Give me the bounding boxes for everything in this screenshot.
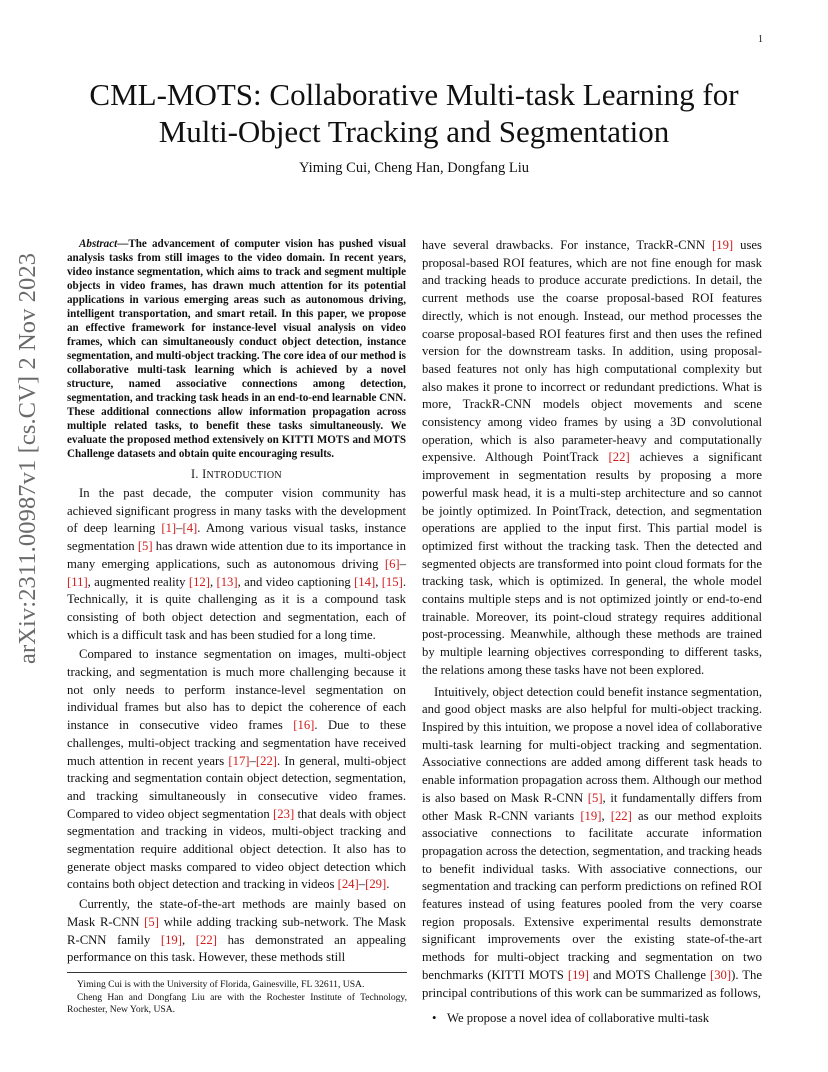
- citation-link[interactable]: [30]: [709, 967, 732, 982]
- citation-link[interactable]: [17]: [228, 753, 250, 768]
- intro-paragraph-1: In the past decade, the computer vision community has achieved significant progress in many tasks with the development of deep learning [1]–[4]. Among various visual tasks, instance segmentation [5] has drawn wide attention due to its importance in many emerging applications, such as autonomous driving [6]–[11], augmented reality [12], [13], and video captioning [14], [15]. Technically, it is quite challenging as it is a compound task consisting of both object detection and segmentation, each of which is a difficult task and has been studied for a long time.: [67, 486, 407, 642]
- citation-link[interactable]: [15]: [381, 574, 403, 589]
- bullet-text: We propose a novel idea of collaborative multi-task: [447, 1011, 710, 1026]
- page-number: 1: [758, 34, 763, 45]
- citation-link[interactable]: [22]: [608, 450, 630, 465]
- citation-link[interactable]: [19]: [580, 808, 602, 823]
- right-column: [422, 237, 762, 1028]
- citation-link[interactable]: [12]: [188, 574, 210, 589]
- footnote-affiliation-1: Yiming Cui is with the University of Florida, Gainesville, FL 32611, USA.: [77, 979, 365, 990]
- citation-link[interactable]: [23]: [273, 806, 295, 821]
- citation-link[interactable]: [13]: [216, 574, 238, 589]
- citation-link[interactable]: [1]: [161, 521, 177, 536]
- contribution-bullet: [422, 1010, 762, 1028]
- footnotes: [67, 972, 407, 1017]
- abstract-text: —The advancement of computer vision has pushed visual analysis tasks from still images to the video domain. In recent years, video instance segmentation, which aims to track and segment multiple objects in video frames, has drawn much attention for its potential applications in various emerging areas such as autonomous driving, intelligent transportation, and smart retail. In this paper, we propose an effective framework for instance-level visual analysis on video frames, which can simultaneously conduct object detection, instance segmentation, and multi-object tracking. The core idea of our method is collaborative multi-task learning which is achieved by a novel structure, named associative connections among detection, segmentation, and tracking task heads in an end-to-end learnable CNN. These additional connections allow information propagation across multiple related tasks, to benefit these tasks simultaneously. We evaluate the proposed method extensively on KITTI MOTS and MOTS Challenge datasets and obtain quite encouraging results.: [67, 238, 406, 460]
- intro-paragraph-5: Intuitively, object detection could benefit instance segmentation, and good object masks are also helpful for multi-object tracking. Inspired by this intuition, we propose a novel idea of collaborative multi-task learning for multi-object tracking and segmentation. Associative connections are added among different task heads to enable information propagation across them. Although our method is also based on Mask R-CNN [5], it fundamentally differs from other Mask R-CNN variants [19], [22] as our method exploits associative connections to facilitate accurate information propagation across the detection, segmentation, and tracking heads to benefit individual tasks. With associative connections, our segmentation and tracking can perform predictions on refined ROI features instead of using features pooled from the very coarse region proposals. Extensive experimental results demonstrate significant improvements over the existing state-of-the-art methods for multi-object tracking and segmentation on two benchmarks (KITTI MOTS [19] and MOTS Challenge [30]). The principal contributions of this work can be summarized as follows,: [422, 684, 762, 1000]
- paper-title: [0, 76, 828, 150]
- footnote-affiliation-2: Cheng Han and Dongfang Liu are with the Rochester Institute of Technology, Rochester, New York, USA.: [67, 991, 407, 1015]
- intro-paragraph-3: Currently, the state-of-the-art methods are mainly based on Mask R-CNN [5] while adding tracking sub-network. The Mask R-CNN family [19], [22] has demonstrated an appealing performance on this task. However, these methods still: [67, 897, 407, 965]
- citation-link[interactable]: [29]: [365, 877, 387, 892]
- citation-link[interactable]: [16]: [293, 718, 315, 733]
- arxiv-identifier: arXiv:2311.00987v1 [cs.CV] 2 Nov 2023: [14, 252, 41, 664]
- citation-link[interactable]: [19]: [160, 932, 182, 947]
- authors: Yiming Cui, Cheng Han, Dongfang Liu: [299, 160, 529, 176]
- citation-link[interactable]: [4]: [182, 521, 198, 536]
- citation-link[interactable]: [6]: [384, 556, 400, 571]
- citation-link[interactable]: [24]: [337, 877, 359, 892]
- citation-link[interactable]: [19]: [567, 967, 589, 982]
- abstract: [67, 237, 406, 461]
- citation-link[interactable]: [5]: [587, 790, 603, 805]
- section-heading-text: I. INTRODUCTION: [191, 467, 282, 481]
- bullet-dot-icon: •: [432, 1011, 437, 1026]
- title-line-1: CML-MOTS: Collaborative Multi-task Learning for: [89, 77, 739, 112]
- left-column: [67, 237, 406, 967]
- intro-paragraph-2: Compared to instance segmentation on images, multi-object tracking, and segmentation is much more challenging because it not only needs to perform instance-level segmentation on individual frames but also has to depict the coherence of each instance in consecutive video frames [16]. Due to these challenges, multi-object tracking and segmentation have received much attention in recent years [17]–[22]. In general, multi-object tracking and segmentation contain object detection, segmentation, and tracking simultaneously in consecutive video frames. Compared to video object segmentation [23] that deals with object segmentation and tracking in videos, multi-object tracking and segmentation require additional object detection. It also has to generate object masks compared to video object detection which contains both object detection and tracking in videos [24]–[29].: [67, 647, 406, 892]
- citation-link[interactable]: [5]: [144, 914, 159, 929]
- citation-link[interactable]: [14]: [354, 574, 376, 589]
- citation-link[interactable]: [22]: [610, 808, 632, 823]
- abstract-label: Abstract: [79, 238, 118, 250]
- citation-link[interactable]: [19]: [712, 238, 734, 252]
- citation-link[interactable]: [22]: [195, 932, 217, 947]
- citation-link[interactable]: [5]: [137, 539, 153, 554]
- citation-link[interactable]: [22]: [255, 753, 278, 768]
- citation-link[interactable]: [11]: [67, 574, 88, 589]
- title-line-2: Multi-Object Tracking and Segmentation: [158, 114, 670, 149]
- section-heading: [67, 467, 406, 482]
- intro-paragraph-4: have several drawbacks. For instance, TrackR-CNN [19] uses proposal-based ROI features, which are not fine enough for mask and tracking heads to produce accurate predictions. In detail, the current methods use the coarse proposal-based ROI features directly, which is not enough. Instead, our method processes the coarse proposal-based ROI features first and then uses the refined version for the downstream tasks. In addition, using proposal-based features not only has high computational complexity but also makes it prone to incorrect or redundant predictions. What is more, TrackR-CNN models object movements and scene consistency among video frames by using a 3D convolutional operation, which is also parameter-heavy and computationally expensive. Although PointTrack [22] achieves a significant improvement in segmentation results by proposing a more powerful mask head, it is a multi-step architecture and so cannot be jointly optimized. In PointTrack, detection, and segmentation operations are applied to the input first. This partial model is optimized first without the tracking task. Then the detected and segmented objects are transformed into point cloud formats for the tracking task, which is optimized. In general, the whole model contains multiple steps and is not optimized jointly or end-to-end trainable. Moreover, its point-cloud strategy requires additional post-processing. Meanwhile, although these methods are trained by multiple learning objectives corresponding to different tasks, the relations among these tasks have not been explored.: [422, 238, 762, 677]
